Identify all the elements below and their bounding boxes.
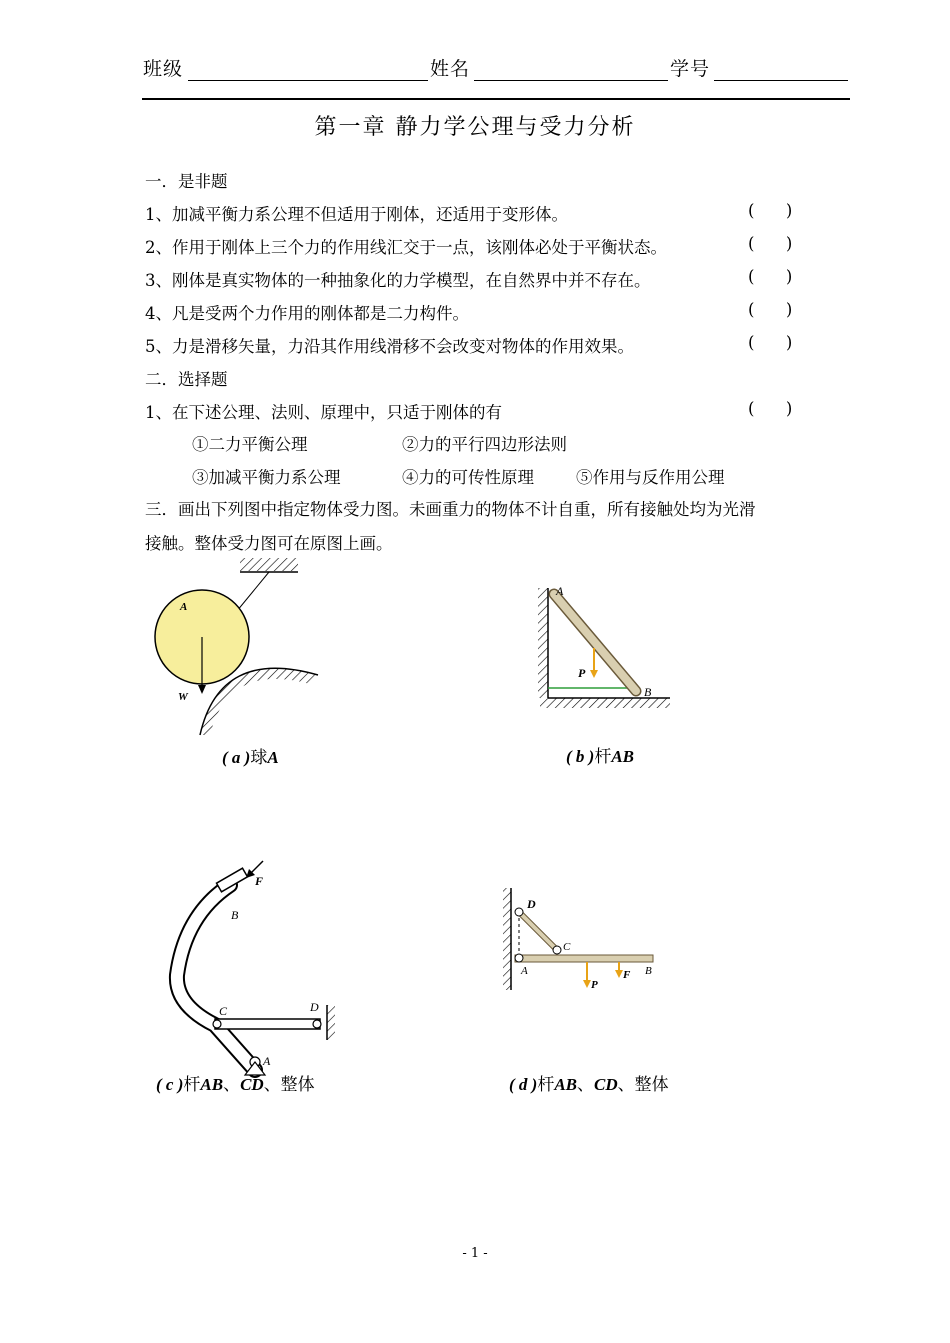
section1-heading: 一．是非题 (145, 172, 228, 191)
figure-d-caption: ( d )杆AB、CD、整体 (509, 1075, 669, 1095)
id-label: 学号 (670, 58, 711, 80)
figure-d-label-f: F (623, 969, 631, 981)
class-label: 班级 (143, 58, 184, 80)
figure-b-label-a: A (556, 584, 564, 598)
figure-d-label-a: A (521, 965, 528, 977)
figure-c-label-c: C (219, 1004, 228, 1018)
option-5: ⑤作用与反作用公理 (576, 468, 725, 487)
figure-b-caption: ( b )杆AB (566, 747, 635, 767)
figure-d-label-p: P (591, 979, 598, 991)
figure-b-rod (530, 580, 680, 715)
figure-b-label-p: P (578, 666, 586, 680)
name-label: 姓名 (430, 58, 471, 80)
figure-b-label-b: B (644, 685, 652, 699)
tf-question-1: 1、加减平衡力系公理不但适用于刚体，还适用于变形体。 (145, 205, 568, 224)
tf-question-2: 2、作用于刚体上三个力的作用线汇交于一点，该刚体必处于平衡状态。 (145, 238, 667, 257)
figure-d-label-d: D (527, 897, 536, 911)
answer-blank-4[interactable]: ( ) (748, 300, 793, 319)
figure-c-caption: ( c )杆AB、CD、整体 (156, 1075, 315, 1095)
answer-blank-3[interactable]: ( ) (748, 267, 793, 286)
class-field[interactable] (188, 80, 428, 81)
option-4: ④力的可传性原理 (402, 468, 534, 487)
answer-blank-5[interactable]: ( ) (748, 333, 793, 352)
answer-blank-2[interactable]: ( ) (748, 234, 793, 253)
figure-d-bracket (495, 882, 665, 992)
page-title: 第一章 静力学公理与受力分析 (314, 115, 636, 140)
answer-blank-1[interactable]: ( ) (748, 201, 793, 220)
mc-question-1: 1、在下述公理、法则、原理中，只适于刚体的有 (145, 403, 502, 422)
figure-c-label-d: D (310, 1000, 319, 1014)
option-1: ①二力平衡公理 (192, 435, 308, 454)
figure-c-label-b: B (231, 908, 239, 922)
figure-a-ball (140, 552, 340, 742)
figure-a-label-a: A (180, 601, 188, 613)
tf-question-5: 5、力是滑移矢量，力沿其作用线滑移不会改变对物体的作用效果。 (145, 337, 634, 356)
figure-a-caption: ( a )球A (222, 748, 279, 768)
option-3: ③加减平衡力系公理 (192, 468, 341, 487)
figure-d-label-b: B (645, 965, 652, 977)
mc-answer-blank[interactable]: ( ) (748, 399, 793, 418)
figure-c-bent-rod (155, 855, 355, 1080)
id-field[interactable] (714, 80, 848, 81)
section3-line2: 接触。整体受力图可在原图上画。 (145, 534, 393, 553)
page-number: - 1 - (462, 1246, 488, 1261)
option-2: ②力的平行四边形法则 (402, 435, 567, 454)
figure-c-label-f: F (255, 874, 264, 888)
header-rule (142, 98, 850, 100)
tf-question-4: 4、凡是受两个力作用的刚体都是二力构件。 (145, 304, 469, 323)
tf-question-3: 3、刚体是真实物体的一种抽象化的力学模型，在自然界中并不存在。 (145, 271, 651, 290)
section3-line1: 三．画出下列图中指定物体受力图。未画重力的物体不计自重，所有接触处均为光滑 (145, 500, 756, 519)
name-field[interactable] (474, 80, 668, 81)
figure-c-label-a: A (263, 1054, 271, 1068)
figure-d-label-c: C (563, 941, 571, 953)
figure-a-label-w: W (178, 691, 188, 703)
section2-heading: 二．选择题 (145, 370, 228, 389)
